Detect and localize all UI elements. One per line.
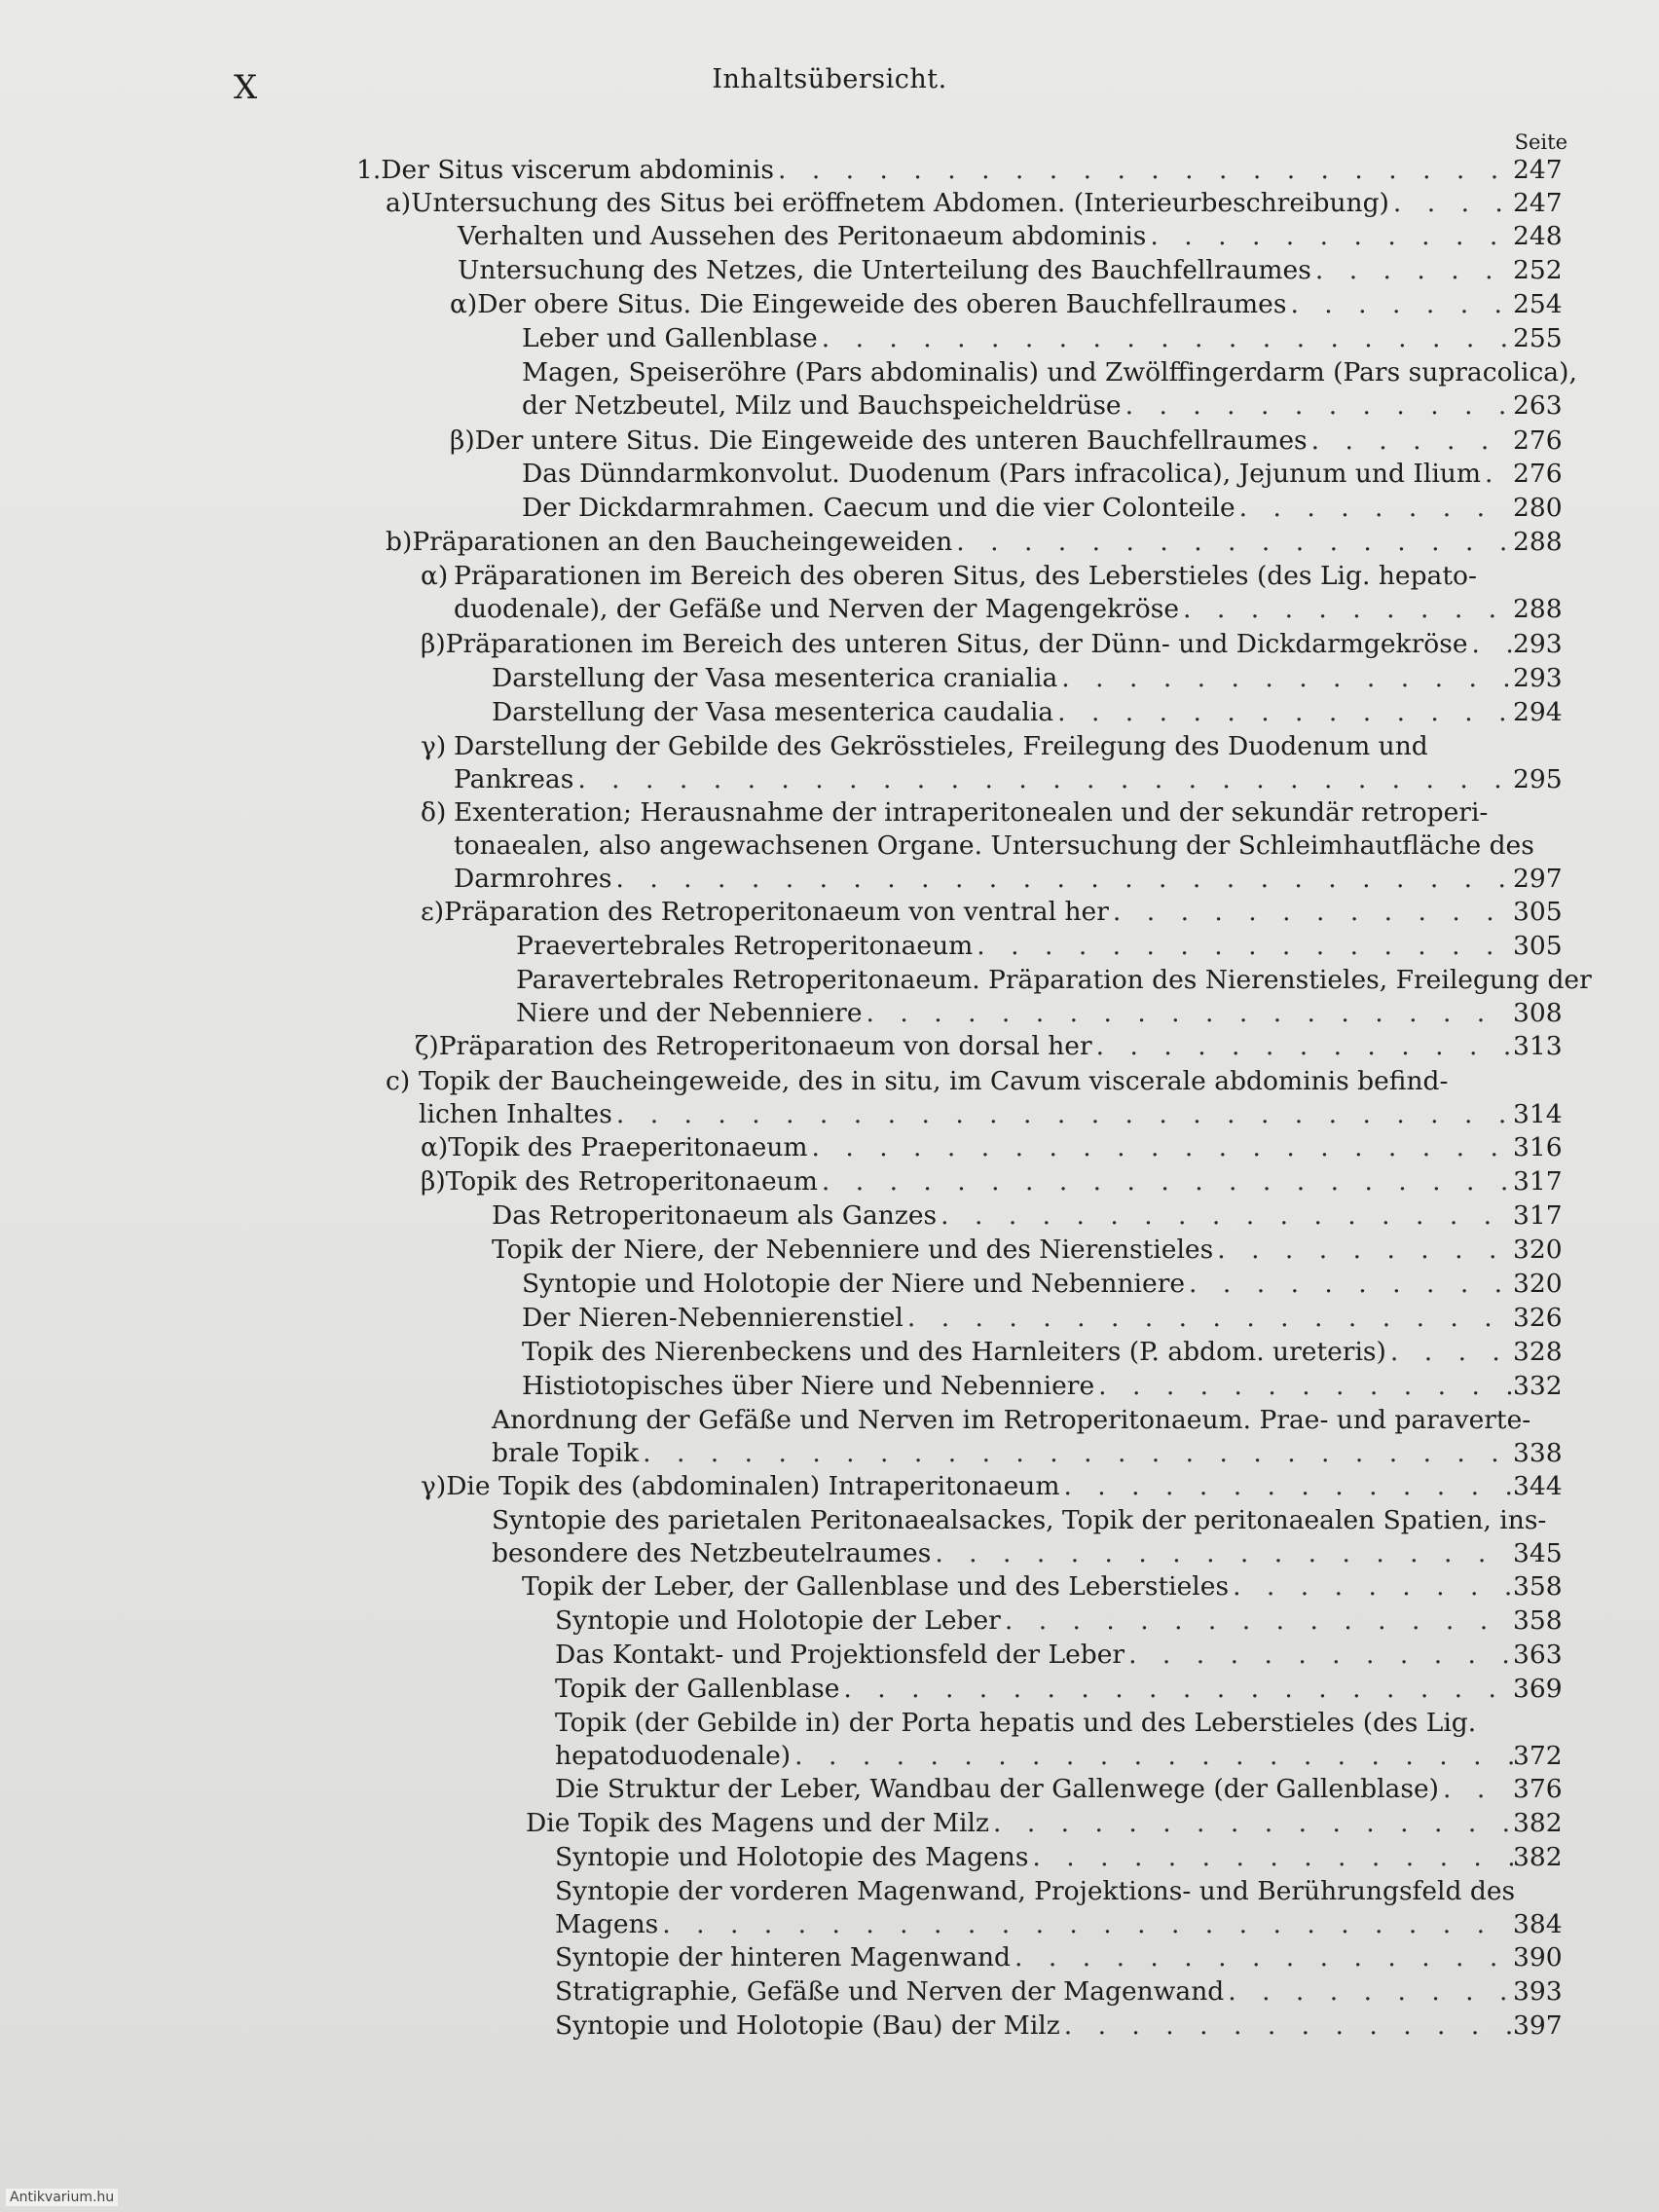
toc-entry-title: Topik der Baucheingeweide, des in situ, im Cavum viscerale abdominis befind- [419, 1066, 1449, 1096]
toc-entry [492, 1504, 1567, 1570]
toc-entry-label: γ) [421, 1471, 447, 1501]
toc-entry-line [516, 930, 1567, 963]
toc-entry-label: α) [421, 561, 449, 591]
dot-leader [973, 930, 1513, 963]
toc-entry-page: 326 [1513, 1303, 1563, 1333]
toc-entry-page: 384 [1513, 1909, 1563, 1939]
toc-entry-title: hepatoduodenale) [555, 1741, 792, 1771]
toc-entry-continuation [516, 964, 1592, 997]
toc-entry-title: der Netzbeutel, Milz und Bauchspeicheldrüse [522, 390, 1122, 421]
toc-entry [386, 526, 1567, 559]
toc-entry [492, 662, 1567, 695]
dot-leader [1386, 1336, 1513, 1369]
toc-entry-page: 305 [1513, 931, 1563, 961]
toc-entry-label: β) [421, 1166, 446, 1197]
toc-entry-title: Darstellung der Vasa mesenterica caudalia [492, 697, 1054, 727]
dot-leader [639, 1437, 1513, 1470]
dot-leader [839, 1673, 1513, 1706]
toc-entry-page: 332 [1513, 1371, 1563, 1401]
toc-entry-line [492, 662, 1567, 695]
toc-entry-label: 1. [356, 155, 382, 185]
dot-leader [1439, 1773, 1513, 1806]
toc-entry-title: Syntopie der vorderen Magenwand, Projektions- und Berührungsfeld des [555, 1876, 1516, 1906]
dot-leader [1124, 1639, 1513, 1672]
toc-entry-line [516, 997, 1567, 1030]
dot-leader [1109, 896, 1513, 929]
toc-entry-title: Topik der Niere, der Nebenniere und des Nierenstieles [492, 1235, 1214, 1265]
toc-entry-title: Syntopie und Holotopie des Magens [555, 1842, 1029, 1872]
dot-leader [1122, 389, 1513, 423]
toc-entry-line [555, 2009, 1567, 2043]
toc-entry [522, 356, 1577, 423]
toc-entry-line [555, 1773, 1567, 1806]
toc-entry-title: Untersuchung des Netzes, die Unterteilung des Bauchfellraumes [458, 255, 1311, 285]
toc-entry-line [522, 458, 1567, 491]
toc-entry [555, 1941, 1567, 1974]
toc-entry-title: Topik des Retroperitonaeum [445, 1166, 818, 1197]
toc-entry [421, 796, 1567, 896]
toc-entry-line [526, 1807, 1567, 1840]
toc-entry-title: Präparation des Retroperitonaeum von ventral her [444, 897, 1109, 927]
toc-entry-page: 314 [1513, 1099, 1563, 1129]
toc-entry-page: 382 [1513, 1808, 1563, 1838]
toc-entry [492, 1199, 1567, 1233]
toc-entry [415, 1030, 1567, 1063]
toc-entry-page: 288 [1513, 594, 1563, 624]
toc-entry-label: ζ) [415, 1031, 439, 1061]
toc-entry-line [458, 220, 1567, 253]
toc-entry-line [522, 322, 1567, 355]
toc-entry-page: 294 [1513, 697, 1563, 727]
toc-entry-title: Anordnung der Gefäße und Nerven im Retroperitonaeum. Prae- und paraverte- [492, 1405, 1531, 1435]
toc-entry-label: γ) [421, 731, 447, 761]
toc-entry-label: β) [450, 425, 475, 456]
toc-entry-line [522, 1570, 1567, 1604]
toc-entry-line [492, 1199, 1567, 1233]
toc-entry-title: Topik der Leber, der Gallenblase und des Leberstieles [522, 1571, 1230, 1602]
toc-entry-page: 397 [1513, 2010, 1563, 2041]
dot-leader [573, 763, 1513, 796]
toc-entry-line [386, 1098, 1567, 1131]
toc-entry-line [555, 1604, 1567, 1638]
toc-entry-title: tonaealen, also angewachsenen Organe. Untersuchung der Schleimhautfläche des [454, 830, 1534, 861]
toc-entry-continuation [492, 1404, 1567, 1437]
dot-leader [818, 322, 1513, 355]
toc-entry [522, 1570, 1567, 1604]
toc-entry-line [421, 628, 1567, 661]
toc-entry-title: Das Kontakt- und Projektionsfeld der Leber [555, 1640, 1125, 1670]
toc-entry-continuation [492, 1504, 1567, 1537]
dot-leader [952, 526, 1513, 559]
toc-entry-title: Untersuchung des Situs bei eröffnetem Abdomen. (Interieurbeschreibung) [411, 188, 1389, 218]
toc-entry-page: 248 [1513, 221, 1563, 251]
toc-entry-line [522, 1268, 1567, 1301]
toc-entry [386, 187, 1567, 220]
toc-entry-title: Das Dünndarmkonvolut. Duodenum (Pars infracolica), Jejunum und Ilium [522, 459, 1481, 489]
dot-leader [774, 154, 1513, 187]
dot-leader [1059, 1470, 1513, 1503]
toc-entry-line [492, 696, 1567, 729]
toc-entry-title: Praevertebrales Retroperitonaeum [516, 931, 974, 961]
toc-entry [516, 930, 1567, 963]
toc-entry-title: Präparationen im Bereich des unteren Situs, der Dünn- und Dickdarmgekröse [445, 629, 1468, 659]
dot-leader [1179, 593, 1513, 626]
running-head: Inhaltsübersicht. [712, 64, 947, 94]
toc-entry-page: 263 [1513, 390, 1563, 421]
dot-leader [1481, 458, 1513, 491]
dot-leader [612, 1098, 1513, 1131]
toc-entry [516, 964, 1592, 1030]
toc-entry-line [421, 863, 1567, 896]
toc-entry-page: 369 [1513, 1674, 1563, 1704]
dot-leader [1001, 1604, 1513, 1638]
toc-entry-line [492, 1537, 1567, 1570]
toc-entry-page: 280 [1513, 493, 1563, 523]
toc-entry-page: 316 [1513, 1132, 1563, 1162]
toc-entry-page: 328 [1513, 1337, 1563, 1367]
toc-entry-title: Der untere Situs. Die Eingeweide des unteren Bauchfellraumes [474, 425, 1308, 456]
toc-entry-page: 305 [1513, 897, 1563, 927]
toc-entry [421, 1165, 1567, 1198]
dot-leader [1028, 1841, 1513, 1874]
dot-leader [818, 1165, 1513, 1198]
toc-entry-title: Stratigraphie, Gefäße und Nerven der Magenwand [555, 1976, 1225, 2007]
toc-entry-continuation [555, 1707, 1567, 1740]
toc-entry-page: 288 [1513, 527, 1563, 557]
watermark: Antikvarium.hu [6, 2189, 118, 2206]
toc-entry-title: Präparation des Retroperitonaeum von dorsal her [438, 1031, 1092, 1061]
dot-leader [1286, 288, 1513, 321]
dot-leader [1094, 1370, 1513, 1403]
dot-leader [1468, 628, 1513, 661]
toc-entry-line [522, 1370, 1567, 1403]
toc-entry-line [356, 154, 1567, 187]
toc-entry [492, 1234, 1567, 1267]
toc-entry-title: Topik (der Gebilde in) der Porta hepatis und des Leberstieles (des Lig. [555, 1708, 1477, 1738]
toc-entry [421, 896, 1567, 929]
dot-leader [611, 863, 1513, 896]
toc-entry [458, 254, 1567, 287]
toc-entry [555, 1673, 1567, 1706]
toc-entry-title: Topik des Nierenbeckens und des Harnleiters (P. abdom. ureteris) [522, 1337, 1386, 1367]
toc-entry-line [386, 526, 1567, 559]
toc-entry-continuation [421, 796, 1567, 830]
toc-entry [555, 1773, 1567, 1806]
toc-entry-title: Syntopie und Holotopie der Leber [555, 1605, 1001, 1636]
toc-entry-line [522, 1336, 1567, 1369]
toc-entry-title: Der obere Situs. Die Eingeweide des oberen Bauchfellraumes [477, 289, 1287, 319]
toc-entry-title: Paravertebrales Retroperitonaeum. Präparation des Nierenstieles, Freilegung der [516, 965, 1592, 995]
toc-entry-line [555, 1908, 1567, 1941]
toc-entry-line [522, 492, 1567, 525]
toc-entry [522, 458, 1567, 491]
toc-entry-label: c) [386, 1066, 411, 1096]
toc-entry [421, 1131, 1567, 1164]
toc-entry [555, 1639, 1567, 1672]
dot-leader [1060, 2009, 1513, 2043]
toc-entry-line [421, 896, 1567, 929]
toc-entry-line [522, 389, 1567, 423]
toc-entry-page: 358 [1513, 1605, 1563, 1636]
dot-leader [863, 997, 1513, 1030]
toc-entry-page: 376 [1513, 1774, 1563, 1804]
toc-entry-page: 254 [1513, 289, 1563, 319]
toc-entry [386, 1065, 1567, 1131]
dot-leader [1213, 1234, 1513, 1267]
toc-entry-label: b) [386, 527, 413, 557]
toc-entry-page: 317 [1513, 1200, 1563, 1231]
toc-entry-page: 393 [1513, 1976, 1563, 2007]
page-number: X [234, 68, 260, 107]
toc-entry [421, 560, 1567, 626]
toc-entry-title: Niere und der Nebenniere [516, 998, 863, 1028]
toc-entry-continuation [421, 730, 1567, 763]
toc-entry-page: 293 [1513, 629, 1563, 659]
dot-leader [989, 1807, 1513, 1840]
toc-entry [522, 1370, 1567, 1403]
toc-entry-page: 252 [1513, 255, 1563, 285]
toc-entry-page: 295 [1513, 764, 1563, 794]
toc-entry-title: Histiotopisches über Niere und Nebenniere [522, 1371, 1095, 1401]
toc-entry-page: 308 [1513, 998, 1563, 1028]
toc-entry [555, 2009, 1567, 2043]
toc-entry-title: Der Nieren-Nebennierenstiel [522, 1303, 903, 1333]
toc-entry-line [415, 1030, 1567, 1063]
toc-entry-title: Magens [555, 1909, 659, 1939]
toc-entry-title: Topik des Praeperitonaeum [448, 1132, 808, 1162]
toc-entry-title: brale Topik [492, 1438, 640, 1468]
toc-entry-line [450, 424, 1567, 458]
toc-entry-line [555, 1673, 1567, 1706]
toc-entry-page: 313 [1513, 1031, 1563, 1061]
dot-leader [1011, 1941, 1513, 1974]
toc-entry-continuation [421, 560, 1567, 593]
toc-entry-page: 320 [1513, 1269, 1563, 1299]
toc-entry-line [555, 1941, 1567, 1974]
dot-leader [1185, 1268, 1513, 1301]
toc-entry-title: Verhalten und Aussehen des Peritonaeum abdominis [458, 221, 1147, 251]
toc-entry-line [458, 254, 1567, 287]
toc-entry-line [492, 1437, 1567, 1470]
toc-entry-title: duodenale), der Gefäße und Nerven der Magengekröse [454, 594, 1180, 624]
toc-entry [555, 1707, 1567, 1773]
toc-entry-title: besondere des Netzbeutelraumes [492, 1538, 932, 1568]
toc-entry [555, 1604, 1567, 1638]
toc-entry-line [492, 1234, 1567, 1267]
toc-entry [421, 628, 1567, 661]
toc-entry-page: 390 [1513, 1942, 1563, 1972]
toc-entry-line [522, 1302, 1567, 1335]
toc-entry-page: 338 [1513, 1438, 1563, 1468]
toc-entry-title: Darstellung der Gebilde des Gekrösstieles, Freilegung des Duodenum und [454, 731, 1428, 761]
toc-entry [555, 1841, 1567, 1874]
toc-entry-page: 320 [1513, 1235, 1563, 1265]
toc-entry-page: 345 [1513, 1538, 1563, 1568]
dot-leader [1311, 254, 1513, 287]
toc-entry-page: 317 [1513, 1166, 1563, 1197]
dot-leader [791, 1740, 1513, 1773]
dot-leader [931, 1537, 1513, 1570]
dot-leader [937, 1199, 1513, 1233]
toc-entry-line [421, 1470, 1567, 1503]
toc-entry [522, 322, 1567, 355]
dot-leader [808, 1131, 1513, 1164]
toc-entry-title: Der Situs viscerum abdominis [381, 155, 774, 185]
toc-entry-page: 247 [1513, 188, 1563, 218]
toc-entry-page: 276 [1513, 425, 1563, 456]
toc-entry-page: 276 [1513, 459, 1563, 489]
dot-leader [903, 1302, 1513, 1335]
toc-entry-page: 255 [1513, 323, 1563, 353]
toc-entry-line [555, 1841, 1567, 1874]
toc-entry-label: α) [421, 1132, 449, 1162]
toc-entry-page: 372 [1513, 1741, 1563, 1771]
dot-leader [1229, 1570, 1513, 1604]
toc-entry-title: Darmrohres [454, 864, 612, 894]
toc-entry-title: Die Topik des Magens und der Milz [526, 1808, 989, 1838]
toc-entry-line [421, 1165, 1567, 1198]
toc-entry-label: δ) [421, 797, 447, 828]
toc-entry-title: Pankreas [454, 764, 574, 794]
toc-entry [555, 1875, 1567, 1941]
toc-entry-page: 363 [1513, 1640, 1563, 1670]
toc-entry [458, 220, 1567, 253]
toc-entry-page: 344 [1513, 1471, 1563, 1501]
dot-leader [1389, 187, 1513, 220]
toc-entry-line [555, 1639, 1567, 1672]
seite-column-label: Seite [1514, 130, 1567, 154]
toc-entry [421, 1470, 1567, 1503]
dot-leader [1146, 220, 1513, 253]
toc-entry-title: Leber und Gallenblase [522, 323, 818, 353]
toc-entry-title: Darstellung der Vasa mesenterica cranialia [492, 663, 1058, 693]
toc-entry [522, 1302, 1567, 1335]
toc-entry [492, 696, 1567, 729]
toc-entry-page: 382 [1513, 1842, 1563, 1872]
toc-entry-page: 293 [1513, 663, 1563, 693]
toc-entry-title: Syntopie und Holotopie (Bau) der Milz [555, 2010, 1060, 2041]
toc-entry-title: Syntopie des parietalen Peritonaealsackes, Topik der peritonaealen Spatien, ins- [492, 1505, 1547, 1535]
toc-entry-line [421, 593, 1567, 626]
toc-entry [522, 1268, 1567, 1301]
toc-entry-line [555, 1740, 1567, 1773]
dot-leader [1053, 696, 1513, 729]
toc-entry-title: Die Topik des (abdominalen) Intraperitonaeum [446, 1471, 1060, 1501]
toc-entry-title: Magen, Speiseröhre (Pars abdominalis) und Zwölffingerdarm (Pars supracolica), [522, 357, 1577, 387]
toc-entry-title: Das Retroperitonaeum als Ganzes [492, 1200, 938, 1231]
toc-entry-continuation [421, 830, 1567, 863]
toc-entry-label: β) [421, 629, 446, 659]
toc-entry-label: α) [450, 289, 478, 319]
toc-entry [450, 424, 1567, 458]
toc-entry-title: Präparationen an den Baucheingeweiden [412, 527, 953, 557]
toc-entry [522, 1336, 1567, 1369]
toc-entry-page: 247 [1513, 155, 1563, 185]
dot-leader [658, 1908, 1513, 1941]
toc-entry-label: a) [386, 188, 412, 218]
toc-entry [492, 1404, 1567, 1470]
dot-leader [1235, 492, 1513, 525]
toc-entry [555, 1975, 1567, 2009]
toc-entry-page: 297 [1513, 864, 1563, 894]
toc-entry-title: Topik der Gallenblase [555, 1674, 840, 1704]
toc-entry-line [421, 1131, 1567, 1164]
toc-entry-title: Syntopie der hinteren Magenwand [555, 1942, 1012, 1972]
toc-entry-title: Syntopie und Holotopie der Niere und Nebenniere [522, 1269, 1186, 1299]
dot-leader [1308, 424, 1513, 458]
toc-entry-title: Die Struktur der Leber, Wandbau der Gallenwege (der Gallenblase) [555, 1774, 1439, 1804]
toc-entry-line [450, 288, 1567, 321]
toc-entry-label: ε) [421, 897, 445, 927]
toc-entry-continuation [522, 356, 1577, 389]
toc-entry-line [421, 763, 1567, 796]
toc-entry-title: Der Dickdarmrahmen. Caecum und die vier Colonteile [522, 493, 1235, 523]
toc-entry [421, 730, 1567, 796]
toc-entry [522, 492, 1567, 525]
toc-entry [356, 154, 1567, 187]
dot-leader [1057, 662, 1513, 695]
toc-entry-page: 358 [1513, 1571, 1563, 1602]
toc-entry-continuation [386, 1065, 1567, 1098]
toc-entry-title: lichen Inhaltes [419, 1099, 612, 1129]
toc-entry [450, 288, 1567, 321]
dot-leader [1224, 1975, 1513, 2009]
toc-entry-title: Präparationen im Bereich des oberen Situs, des Leberstieles (des Lig. hepato- [454, 561, 1477, 591]
dot-leader [1092, 1030, 1513, 1063]
toc-entry-line [555, 1975, 1567, 2009]
toc-entry-title: Exenteration; Herausnahme der intraperitonealen und der sekundär retroperi- [454, 797, 1489, 828]
toc-entry [526, 1807, 1567, 1840]
toc-entry-continuation [555, 1875, 1567, 1908]
toc-entry-line [386, 187, 1567, 220]
